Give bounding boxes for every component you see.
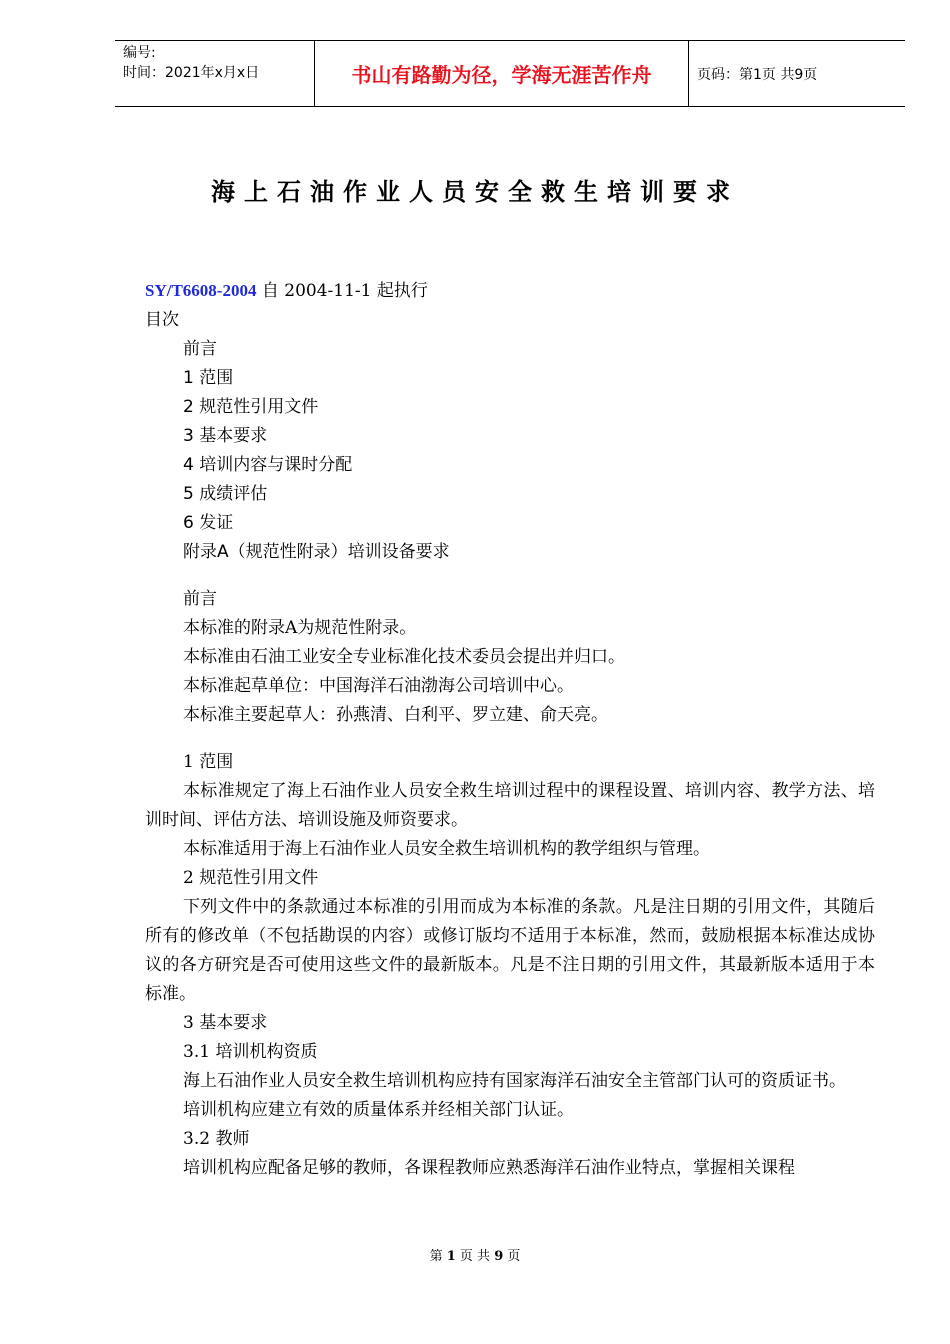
toc-item: 4 培训内容与课时分配	[183, 455, 353, 475]
document-title: 海上石油作业人员安全救生培训要求	[211, 178, 739, 206]
footer-suffix: 页	[507, 1249, 521, 1264]
document-body	[145, 276, 875, 1183]
standard-line	[145, 276, 875, 306]
standard-from: 自	[261, 281, 279, 301]
preface-line: 本标准的附录A为规范性附录。	[183, 618, 417, 638]
toc-item: 3 基本要求	[183, 426, 268, 446]
footer-total-pages: 9	[494, 1249, 504, 1264]
section-heading: 3 基本要求	[183, 1013, 268, 1033]
paragraph: 本标准适用于海上石油作业人员安全救生培训机构的教学组织与管理。	[183, 839, 710, 859]
paragraph: 下列文件中的条款通过本标准的引用而成为本标准的条款。凡是注日期的引用文件，其随后所有的修改单（不包括勘误的内容）或修订版均不适用于本标准，然而，鼓励根据本标准达成协议的各方研究是否可使用这些文件的最新版本。凡是不注日期的引用文件，其最新版本适用于本标准。	[145, 897, 875, 1004]
subsection-heading: 3.2 教师	[183, 1129, 250, 1149]
toc-item: 前言	[183, 339, 217, 359]
subsection-heading: 3.1 培训机构资质	[183, 1042, 318, 1062]
footer-page-number: 1	[446, 1249, 456, 1264]
header-motto: 书山有路勤为径，学海无涯苦作舟	[315, 41, 689, 106]
code-label: 编号:	[123, 45, 156, 61]
preface-heading: 前言	[183, 589, 217, 609]
page-header	[115, 40, 905, 107]
preface-line: 本标准主要起草人：孙燕清、白利平、罗立建、俞天亮。	[183, 705, 608, 725]
standard-code: SY/T6608-2004	[145, 281, 257, 300]
toc-list	[145, 335, 875, 567]
footer-prefix: 第	[429, 1249, 443, 1264]
toc-item: 5 成绩评估	[183, 484, 268, 504]
toc-heading: 目次	[145, 310, 179, 330]
toc-item: 2 规范性引用文件	[183, 397, 319, 417]
page-footer	[0, 1245, 950, 1264]
standard-date: 2004-11-1	[284, 281, 372, 301]
toc-item: 6 发证	[183, 513, 234, 533]
section-heading: 2 规范性引用文件	[183, 868, 319, 888]
section-heading: 1 范围	[183, 752, 234, 772]
toc-item: 附录A（规范性附录）培训设备要求	[183, 542, 450, 562]
header-page-info: 页码：第1页 共9页	[697, 66, 818, 83]
preface-line: 本标准起草单位：中国海洋石油渤海公司培训中心。	[183, 676, 574, 696]
standard-exec: 起执行	[376, 281, 428, 301]
footer-middle: 页 共	[459, 1249, 491, 1264]
time-label: 时间：2021年x月x日	[123, 65, 260, 81]
header-meta	[115, 41, 315, 106]
paragraph: 培训机构应建立有效的质量体系并经相关部门认证。	[183, 1100, 574, 1120]
preface-line: 本标准由石油工业安全专业标准化技术委员会提出并归口。	[183, 647, 625, 667]
paragraph: 培训机构应配备足够的教师，各课程教师应熟悉海洋石油作业特点，掌握相关课程	[183, 1158, 795, 1178]
paragraph: 本标准规定了海上石油作业人员安全救生培训过程中的课程设置、培训内容、教学方法、培训时间、评估方法、培训设施及师资要求。	[145, 781, 875, 830]
paragraph: 海上石油作业人员安全救生培训机构应持有国家海洋石油安全主管部门认可的资质证书。	[183, 1071, 846, 1091]
toc-item: 1 范围	[183, 368, 234, 388]
